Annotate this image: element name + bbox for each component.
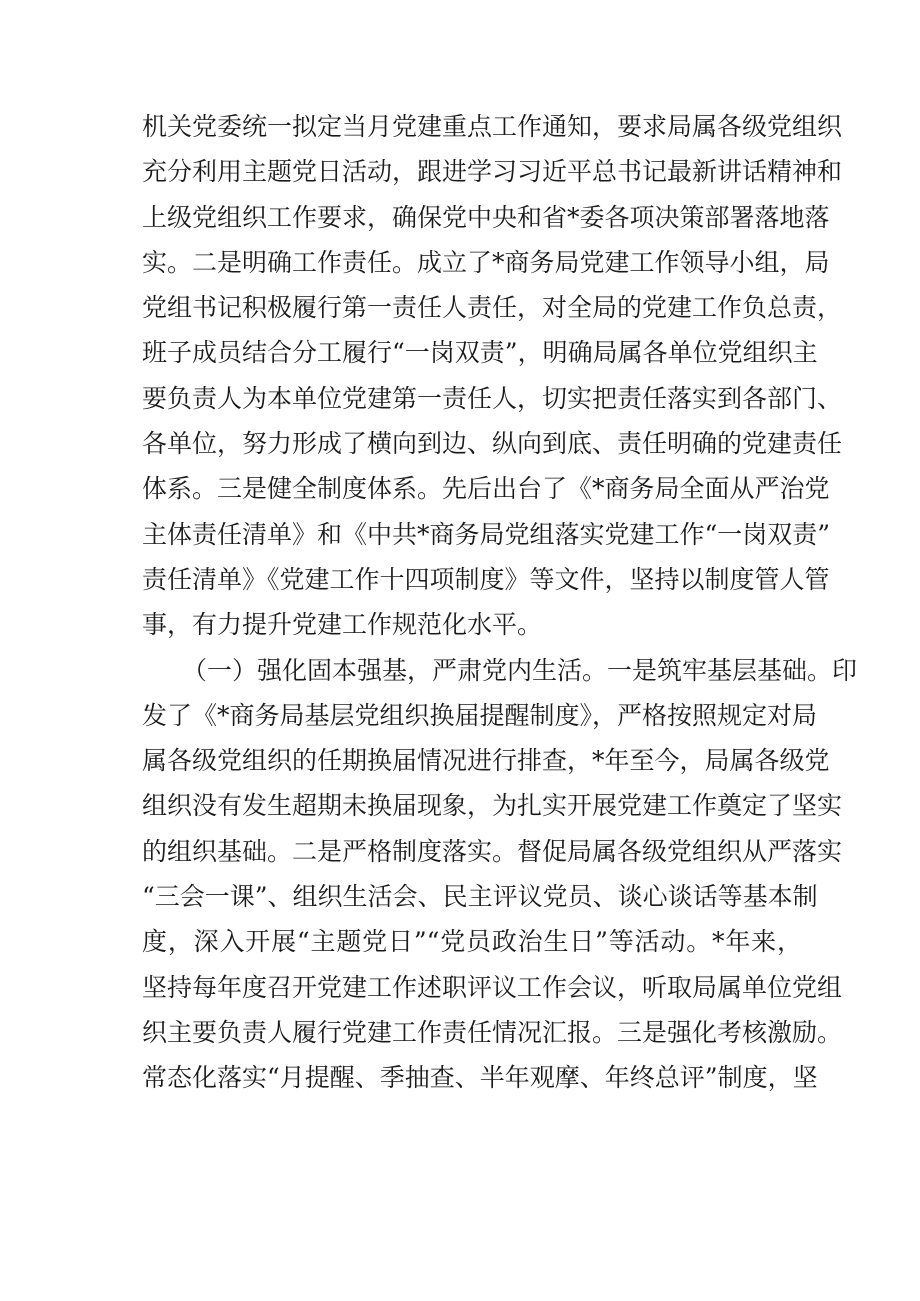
text-line: 实。二是明确工作责任。成立了*商务局党建工作领导小组，局 (142, 247, 830, 277)
text-line: 织主要负责人履行党建工作责任情况汇报。三是强化考核激励。 (142, 1017, 843, 1047)
text-line: 体系。三是健全制度体系。先后出台了《*商务局全面从严治党 (142, 474, 830, 504)
paragraph-end-line: 事，有力提升党建工作规范化水平。 (142, 610, 543, 640)
text-line: 机关党委统一拟定当月党建重点工作通知，要求局属各级党组织 (142, 112, 843, 141)
text-line: 组织没有发生超期未换届现象，为扎实开展党建工作奠定了坚实 (142, 791, 843, 821)
text-line: 党组书记积极履行第一责任人责任，对全局的党建工作负总责， (142, 293, 843, 323)
text-line: “三会一课”、组织生活会、民主评议党员、谈心谈话等基本制 (142, 882, 818, 912)
text-line: 责任清单》《党建工作十四项制度》等文件，坚持以制度管人管 (142, 564, 830, 594)
body-text (142, 104, 858, 1101)
text-line: 充分利用主题党日活动，跟进学习习近平总书记最新讲话精神和 (142, 157, 843, 187)
text-line: 发了《*商务局基层党组织换届提醒制度》，严格按照规定对局 (142, 700, 818, 730)
text-line: 主体责任清单》和《中共*商务局党组落实党建工作“一岗双责” (142, 519, 831, 549)
text-line: 各单位，努力形成了横向到边、纵向到底、责任明确的党建责任 (142, 429, 843, 459)
text-line: 班子成员结合分工履行“一岗双责”，明确局属各单位党组织主 (142, 338, 818, 368)
text-line: 度，深入开展“主题党日”“党员政治生日”等活动。*年来， (142, 927, 802, 957)
text-line: 的组织基础。二是严格制度落实。督促局属各级党组织从严落实 (142, 836, 843, 866)
text-line: 上级党组织工作要求，确保党中央和省*委各项决策部署落地落 (142, 202, 830, 232)
text-line: 属各级党组织的任期换届情况进行排查，*年至今，局属各级党 (142, 746, 830, 776)
section-heading-line: （一）强化固本强基，严肃党内生活。一是筑牢基层基础。印 (182, 655, 858, 685)
text-line: 常态化落实“月提醒、季抽查、半年观摩、年终总评”制度，坚 (142, 1063, 818, 1093)
text-line: 坚持每年度召开党建工作述职评议工作会议，听取局属单位党组 (142, 972, 843, 1002)
text-line: 要负责人为本单位党建第一责任人，切实把责任落实到各部门、 (142, 383, 843, 413)
